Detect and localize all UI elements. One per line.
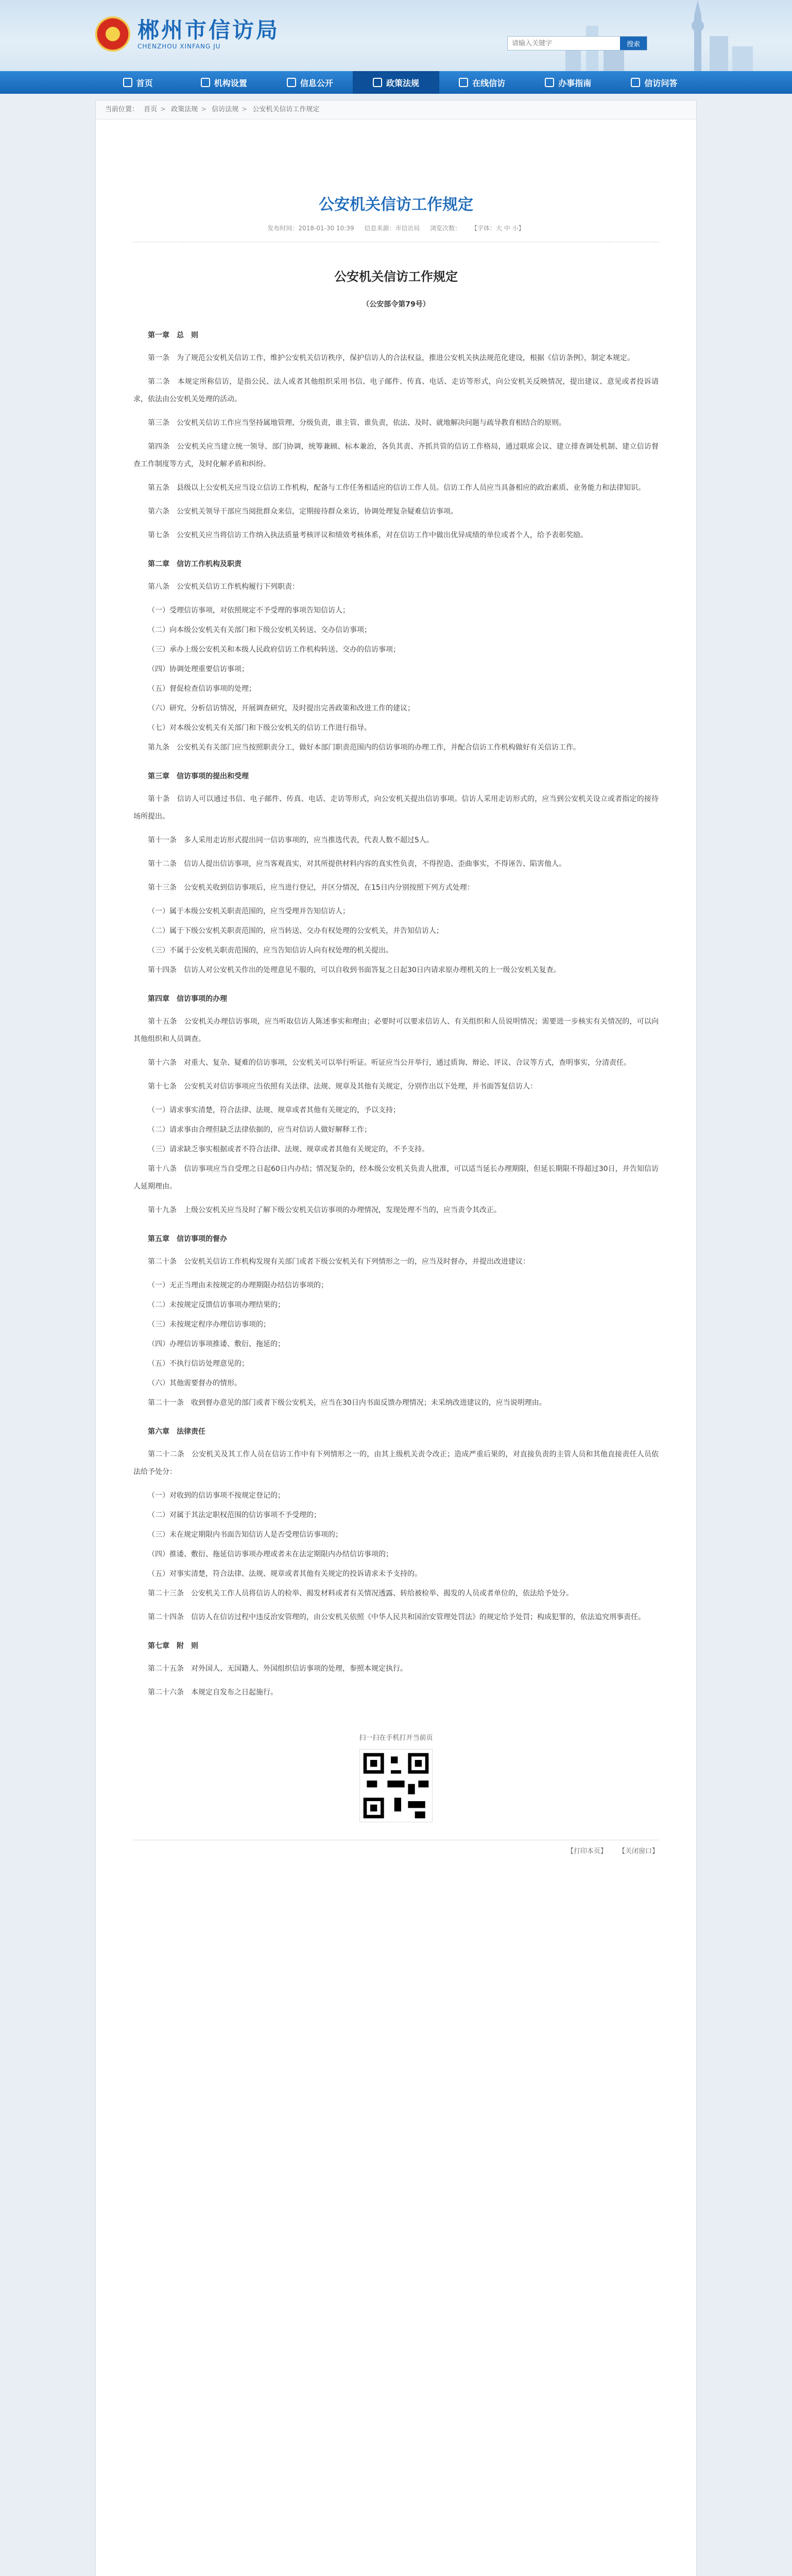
search-box <box>507 36 647 50</box>
article-paragraph: （三）未按规定程序办理信访事项的； <box>148 1320 270 1329</box>
share-tools <box>133 1732 659 1824</box>
chapter-heading: 第三章 信访事项的提出和受理 <box>148 772 249 781</box>
nav-item-guide[interactable]: 办事指南 <box>525 71 611 94</box>
article-paragraph: 第十一条 多人采用走访形式提出同一信访事项的，应当推选代表，代表人数不超过5人。 <box>148 836 434 844</box>
site-name-en: CHENZHOU XINFANG JU <box>137 43 221 50</box>
article-paragraph: 第二十三条 公安机关工作人员将信访人的检举、揭发材料或者有关情况透露、转给被检举、揭发的人员或者单位的，依法给予处分。 <box>148 1589 573 1598</box>
article-title: 公安机关信访工作规定 <box>319 196 473 214</box>
page-qr-code <box>359 1749 433 1822</box>
chapter-heading: 第五章 信访事项的督办 <box>148 1235 227 1243</box>
article-sections <box>133 327 659 1701</box>
article-meta <box>133 224 659 242</box>
article-paragraph: 第十二条 信访人提出信访事项，应当客观真实，对其所提供材料内容的真实性负责，不得捏造、歪曲事实，不得诬告、陷害他人。 <box>148 860 566 868</box>
article-paragraph: （二）请求事由合理但缺乏法律依据的，应当对信访人做好解释工作； <box>148 1126 371 1134</box>
article-content <box>133 242 659 1701</box>
article-paragraph: 第十三条 公安机关收到信访事项后，应当进行登记，并区分情况，在15日内分别按照下列方式处理： <box>148 884 474 892</box>
article-paragraph: （三）未在规定期限内书面告知信访人是否受理信访事项的； <box>148 1531 342 1539</box>
article-paragraph: 第七条 公安机关应当将信访工作纳入执法质量考核评议和绩效考核体系，对在信访工作中做出优异成绩的单位或者个人，给予表彰奖励。 <box>148 531 588 539</box>
chapter-heading: 第二章 信访工作机构及职责 <box>148 560 242 568</box>
article-paragraph: （五）不执行信访处理意见的； <box>148 1360 249 1368</box>
doc-title: 公安机关信访工作规定 <box>334 269 458 284</box>
meta-source: 信息来源：市信访局 <box>364 225 420 232</box>
article-paragraph: （四）协调处理重要信访事项； <box>148 665 249 673</box>
nav-item-org[interactable]: 机构设置 <box>181 71 267 94</box>
main-nav <box>0 71 792 94</box>
article-paragraph: （六）其他需要督办的情形。 <box>148 1379 242 1387</box>
meta-date: 发布时间：2018-01-30 10:39 <box>267 225 354 232</box>
chapter-heading: 第一章 总 则 <box>148 331 198 340</box>
nav-item-info[interactable]: 信息公开 <box>267 71 353 94</box>
article-paragraph: 第二十一条 收到督办意见的部门或者下级公安机关，应当在30日内书面反馈办理情况；未采纳改进建议的，应当说明理由。 <box>148 1399 546 1407</box>
doc-subtitle: （公安部令第79号） <box>362 300 430 309</box>
article-paragraph: （三）不属于公安机关职责范围的，应当告知信访人向有权处理的机关提出。 <box>148 946 393 955</box>
article-paragraph: （四）办理信访事项推诿、敷衍、拖延的； <box>148 1340 285 1348</box>
meta-views: 浏览次数： <box>430 225 461 232</box>
breadcrumb-current: 公安机关信访工作规定 <box>252 106 320 113</box>
article-paragraph: 第六条 公安机关领导干部应当阅批群众来信，定期接待群众来访，协调处理复杂疑难信访事项。 <box>148 507 458 516</box>
article-paragraph: 第三条 公安机关信访工作应当坚持属地管理、分级负责，谁主管、谁负责，依法、及时、就地解决问题与疏导教育相结合的原则。 <box>148 419 566 427</box>
chapter-heading: 第七章 附 则 <box>148 1642 198 1650</box>
article-paragraph: 第二条 本规定所称信访，是指公民、法人或者其他组织采用书信、电子邮件、传真、电话、走访等形式，向公安机关反映情况，提出建议、意见或者投诉请求，依法由公安机关处理的活动。 <box>133 378 659 403</box>
search-input[interactable] <box>508 37 620 50</box>
home-icon <box>123 78 132 87</box>
article-paragraph: 第二十四条 信访人在信访过程中违反治安管理的，由公安机关依照《中华人民共和国治安管理处罚法》的规定给予处罚；构成犯罪的，依法追究刑事责任。 <box>148 1613 645 1621</box>
font-size-switch[interactable]: 【字体：大 中 小】 <box>471 225 525 232</box>
article-paragraph: （四）推诿、敷衍、拖延信访事项办理或者未在法定期限内办结信访事项的； <box>148 1550 393 1558</box>
article-paragraph: 第十九条 上级公安机关应当及时了解下级公安机关信访事项的办理情况，发现处理不当的，应当责令其改正。 <box>148 1206 501 1214</box>
article-paragraph: （一）无正当理由未按规定的办理期限办结信访事项的； <box>148 1281 328 1290</box>
article-paragraph: （三）请求缺乏事实根据或者不符合法律、法规、规章或者其他有关规定的，不予支持。 <box>148 1145 429 1154</box>
article-paragraph: （七）对本级公安机关有关部门和下级公安机关的信访工作进行指导。 <box>148 724 371 732</box>
article-paragraph: 第二十二条 公安机关及其工作人员在信访工作中有下列情形之一的，由其上级机关责令改正；造成严重后果的，对直接负责的主管人员和其他直接责任人员依法给予处分： <box>133 1450 659 1476</box>
article-paragraph: （二）未按规定反馈信访事项办理结果的； <box>148 1301 285 1309</box>
article-paragraph: 第九条 公安机关有关部门应当按照职责分工，做好本部门职责范围内的信访事项的办理工作，并配合信访工作机构做好有关信访工作。 <box>148 743 580 752</box>
print-button[interactable]: 【打印本页】 <box>566 1848 607 1855</box>
city-skyline-decoration <box>545 0 761 71</box>
info-icon <box>287 78 296 87</box>
share-label: 扫一扫在手机打开当前页 <box>359 1734 433 1742</box>
article-paragraph: 第五条 县级以上公安机关应当设立信访工作机构，配备与工作任务相适应的信访工作人员。信访工作人员应当具备相应的政治素质、业务能力和法律知识。 <box>148 484 645 492</box>
article-paragraph: （一）请求事实清楚，符合法律、法规、规章或者其他有关规定的，予以支持； <box>148 1106 400 1114</box>
article-actions <box>133 1840 659 1855</box>
org-icon <box>201 78 210 87</box>
article-paragraph: （五）对事实清楚，符合法律、法规、规章或者其他有关规定的投诉请求未予支持的。 <box>148 1570 422 1578</box>
article-paragraph: （六）研究、分析信访情况，开展调查研究，及时提出完善政策和改进工作的建议； <box>148 704 415 713</box>
site-name: 郴州市信访局 <box>137 18 280 43</box>
article-paragraph: 第十七条 公安机关对信访事项应当依照有关法律、法规、规章及其他有关规定，分别作出以下处理，并书面答复信访人： <box>148 1082 537 1091</box>
qa-icon <box>631 78 640 87</box>
national-emblem-icon <box>95 16 130 52</box>
chapter-heading: 第六章 法律责任 <box>148 1428 205 1436</box>
article-paragraph: 第二十五条 对外国人、无国籍人、外国组织信访事项的处理，参照本规定执行。 <box>148 1665 407 1673</box>
article-paragraph: （二）对属于其法定职权范围的信访事项不予受理的； <box>148 1511 321 1519</box>
article-paragraph: 第二十条 公安机关信访工作机构发现有关部门或者下级公安机关有下列情形之一的，应当及时督办，并提出改进建议： <box>148 1258 530 1266</box>
law-icon <box>373 78 382 87</box>
article-paragraph: （五）督促检查信访事项的处理； <box>148 685 256 693</box>
article-paragraph: 第十四条 信访人对公安机关作出的处理意见不服的，可以自收到书面答复之日起30日内请求原办理机关的上一级公安机关复查。 <box>148 966 561 974</box>
search-button[interactable]: 搜索 <box>620 37 647 50</box>
breadcrumb-law[interactable]: 信访法规 <box>212 106 239 113</box>
article-paragraph: 第十条 信访人可以通过书信、电子邮件、传真、电话、走访等形式，向公安机关提出信访事项。信访人采用走访形式的，应当到公安机关设立或者指定的接待场所提出。 <box>133 795 659 821</box>
site-header <box>0 0 792 71</box>
breadcrumb-policy[interactable]: 政策法规 <box>171 106 198 113</box>
nav-item-home[interactable]: 首页 <box>95 71 181 94</box>
article-paragraph: 第十八条 信访事项应当自受理之日起60日内办结；情况复杂的，经本级公安机关负责人批准，可以适当延长办理期限，但延长期限不得超过30日，并告知信访人延期理由。 <box>133 1165 659 1191</box>
site-logo[interactable] <box>95 16 280 52</box>
article-paragraph: （一）受理信访事项，对依照规定不予受理的事项告知信访人； <box>148 606 350 615</box>
guide-icon <box>545 78 554 87</box>
article-paragraph: （一）对收到的信访事项不按规定登记的； <box>148 1492 285 1500</box>
article-paragraph: 第八条 公安机关信访工作机构履行下列职责： <box>148 583 299 591</box>
article-paragraph: （三）承办上级公安机关和本级人民政府信访工作机构转送、交办的信访事项； <box>148 646 400 654</box>
nav-item-law[interactable]: 政策法规 <box>353 71 439 94</box>
article-paragraph: （一）属于本级公安机关职责范围的，应当受理并告知信访人； <box>148 907 350 916</box>
article-paragraph: （二）属于下级公安机关职责范围的，应当转送、交办有权处理的公安机关，并告知信访人； <box>148 927 443 935</box>
article-paragraph: 第四条 公安机关应当建立统一领导、部门协调，统筹兼顾、标本兼治，各负其责、齐抓共管的信访工作格局，通过联席会议、建立排查调处机制、建立信访督查工作制度等方式，及时化解矛盾和纠纷。 <box>133 443 659 468</box>
nav-item-qa[interactable]: 信访问答 <box>611 71 697 94</box>
close-window-button[interactable]: 【关闭窗口】 <box>618 1848 659 1855</box>
breadcrumb-label: 当前位置： <box>105 106 139 113</box>
breadcrumb-home[interactable]: 首页 <box>144 106 158 113</box>
main-container <box>95 100 697 2576</box>
article-paragraph: 第十五条 公安机关办理信访事项，应当听取信访人陈述事实和理由；必要时可以要求信访人、有关组织和人员说明情况；需要进一步核实有关情况的，可以向其他组织和人员调查。 <box>133 1018 659 1043</box>
nav-item-online[interactable]: 在线信访 <box>439 71 525 94</box>
article-paragraph: 第一条 为了规范公安机关信访工作，维护公安机关信访秩序，保护信访人的合法权益，推进公安机关执法规范化建设，根据《信访条例》，制定本规定。 <box>148 354 634 362</box>
online-icon <box>459 78 468 87</box>
article-paragraph: 第十六条 对重大、复杂、疑难的信访事项，公安机关可以举行听证。听证应当公开举行，通过质询、辩论、评议、合议等方式，查明事实，分清责任。 <box>148 1059 631 1067</box>
breadcrumb: 当前位置： 首页 > 政策法规 > 信访法规 > 公安机关信访工作规定 <box>96 100 696 120</box>
chapter-heading: 第四章 信访事项的办理 <box>148 995 227 1003</box>
article-paragraph: 第二十六条 本规定自发布之日起施行。 <box>148 1688 278 1697</box>
article-paragraph: （二）向本级公安机关有关部门和下级公安机关转送、交办信访事项； <box>148 626 371 634</box>
